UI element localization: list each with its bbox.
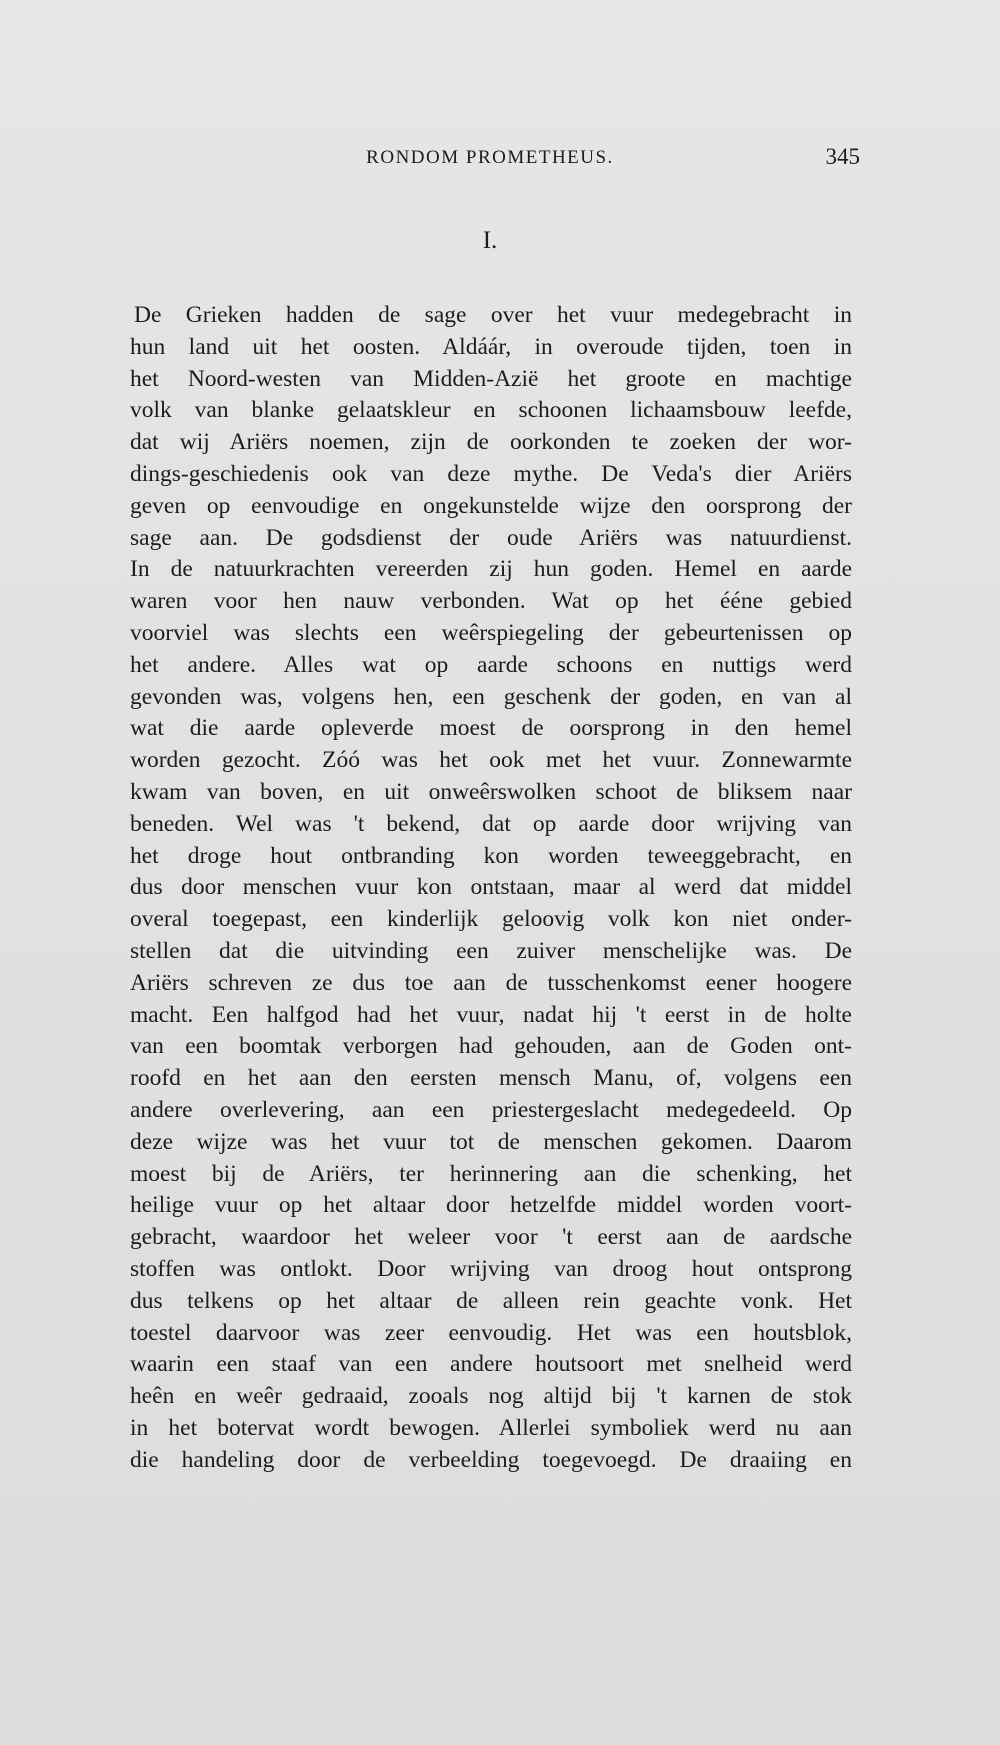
- text-line: volk van blanke gelaatskleur en schoonen lichaamsbouw leefde,: [130, 397, 852, 424]
- text-line: toestel daarvoor was zeer eenvoudig. Het was een houtsblok,: [130, 1319, 852, 1346]
- text-line: het droge hout ontbranding kon worden teweeggebracht, en: [130, 842, 852, 869]
- text-line: waarin een staaf van een andere houtsoort met snelheid werd: [130, 1351, 852, 1378]
- page-number: 345: [825, 144, 860, 169]
- running-head: [120, 144, 860, 176]
- section-numeral: I.: [482, 227, 498, 254]
- text-line: worden gezocht. Zóó was het ook met het vuur. Zonnewarmte: [130, 747, 852, 774]
- text-line: het Noord-westen van Midden-Azië het groote en machtige: [130, 365, 852, 392]
- text-line: van een boomtak verborgen had gehouden, aan de Goden ont-: [130, 1033, 852, 1060]
- text-line: In de natuurkrachten vereerden zij hun goden. Hemel en aarde: [130, 556, 852, 583]
- text-line: die handeling door de verbeelding toegevoegd. De draaiing en: [130, 1446, 852, 1473]
- text-line: De Grieken hadden de sage over het vuur medegebracht in: [134, 302, 852, 328]
- text-line: heilige vuur op het altaar door hetzelfde middel worden voort-: [130, 1192, 852, 1219]
- text-line: stellen dat die uitvinding een zuiver menschelijke was. De: [130, 937, 852, 964]
- text-line: geven op eenvoudige en ongekunstelde wijze den oorsprong der: [130, 492, 852, 519]
- text-line: dus telkens op het altaar de alleen rein geachte vonk. Het: [130, 1287, 852, 1314]
- text-line: beneden. Wel was 't bekend, dat op aarde door wrijving van: [130, 810, 852, 837]
- text-line: moest bij de Ariërs, ter herinnering aan die schenking, het: [130, 1160, 852, 1187]
- text-line: dings-geschiedenis ook van deze mythe. De Veda's dier Ariërs: [130, 460, 852, 487]
- text-line: het andere. Alles wat op aarde schoons en nuttigs werd: [130, 651, 852, 678]
- text-line: andere overlevering, aan een priestergeslacht medegedeeld. Op: [130, 1096, 852, 1123]
- text-line: kwam van boven, en uit onweêrswolken schoot de bliksem naar: [130, 778, 852, 805]
- text-line: waren voor hen nauw verbonden. Wat op het ééne gebied: [130, 588, 852, 615]
- text-line: wat die aarde opleverde moest de oorsprong in den hemel: [130, 715, 852, 742]
- text-line: in het botervat wordt bewogen. Allerlei symboliek werd nu aan: [130, 1414, 852, 1441]
- text-line: overal toegepast, een kinderlijk geloovig volk kon niet onder-: [130, 906, 852, 933]
- text-line: Ariërs schreven ze dus toe aan de tusschenkomst eener hoogere: [130, 969, 852, 996]
- body-text: [130, 300, 852, 1476]
- text-line: gebracht, waardoor het weleer voor 't eerst aan de aardsche: [130, 1224, 852, 1251]
- running-title: RONDOM PROMETHEUS.: [366, 147, 614, 168]
- text-line: dat wij Ariërs noemen, zijn de oorkonden te zoeken der wor-: [130, 429, 852, 456]
- text-line: sage aan. De godsdienst der oude Ariërs was natuurdienst.: [130, 524, 852, 551]
- text-line: voorviel was slechts een weêrspiegeling der gebeurtenissen op: [130, 619, 852, 646]
- text-line: macht. Een halfgod had het vuur, nadat hij 't eerst in de holte: [130, 1001, 852, 1028]
- text-line: deze wijze was het vuur tot de menschen gekomen. Daarom: [130, 1128, 852, 1155]
- text-line: stoffen was ontlokt. Door wrijving van droog hout ontsprong: [130, 1255, 852, 1282]
- text-line: roofd en het aan den eersten mensch Manu, of, volgens een: [130, 1065, 852, 1092]
- text-line: gevonden was, volgens hen, een geschenk der goden, en van al: [130, 683, 852, 710]
- text-line: dus door menschen vuur kon ontstaan, maar al werd dat middel: [130, 874, 852, 901]
- text-line: heên en weêr gedraaid, zooals nog altijd bij 't karnen de stok: [130, 1383, 852, 1410]
- text-line: hun land uit het oosten. Aldáár, in overoude tijden, toen in: [130, 333, 852, 360]
